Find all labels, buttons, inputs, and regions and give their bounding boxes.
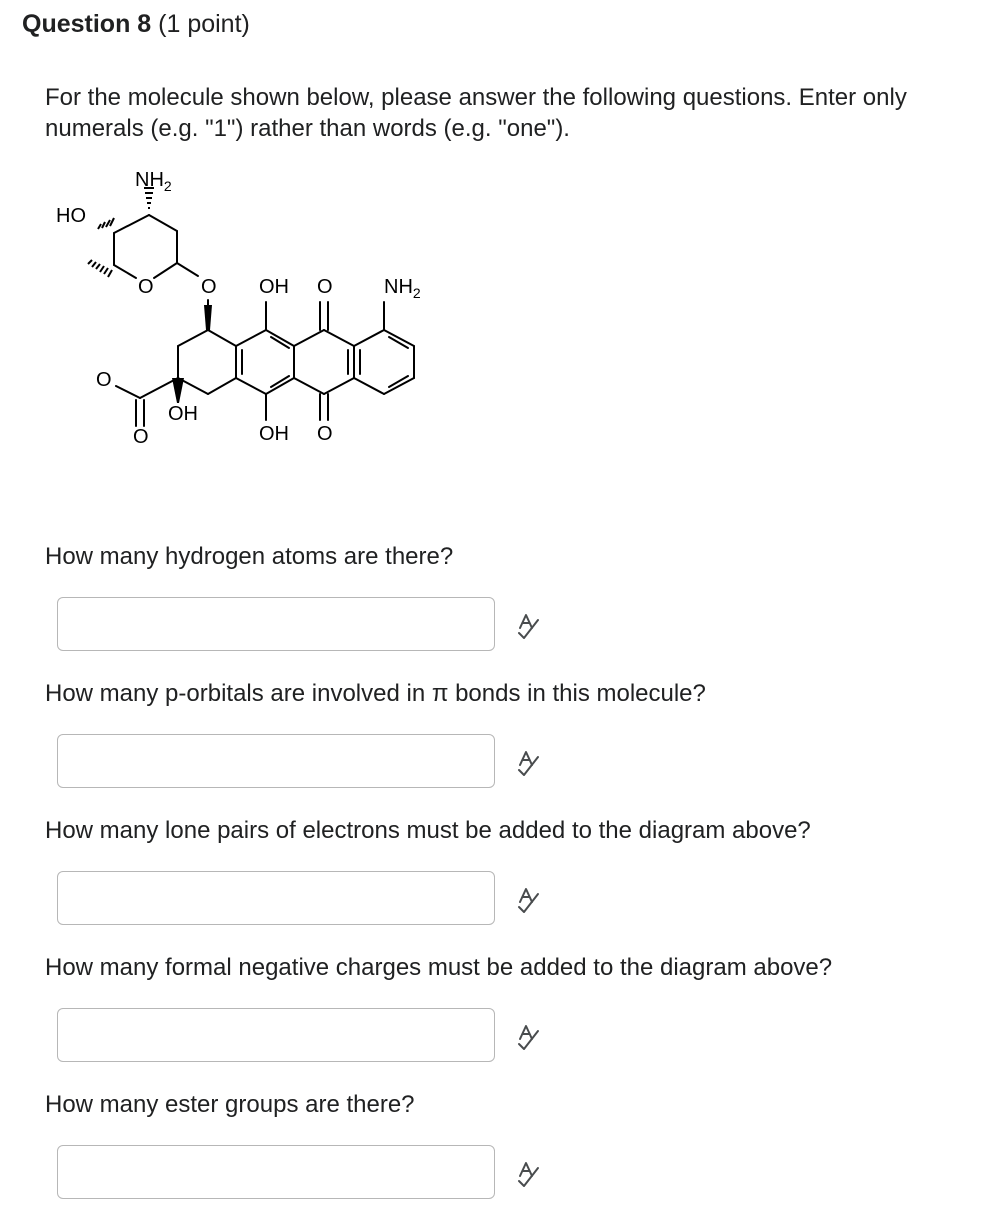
answer-input-lone-pairs[interactable]	[57, 871, 495, 925]
answer-input-hydrogen-atoms[interactable]	[57, 597, 495, 651]
question-title: Question 8	[22, 10, 152, 38]
atom-label-oh-top: OH	[259, 276, 289, 298]
answer-input-negative-charges[interactable]	[57, 1008, 495, 1062]
atom-label-oh-bottom: OH	[259, 423, 289, 445]
spell-check-icon[interactable]	[514, 1023, 544, 1053]
answer-input-ester-groups[interactable]	[57, 1145, 495, 1199]
question-header	[22, 10, 250, 39]
atom-label-nh2-right: $NH_2$	[384, 276, 421, 301]
atom-label-carbonyl-oxygen: O	[133, 426, 149, 448]
atom-label-ester-oxygen: O	[96, 369, 112, 391]
spell-check-icon[interactable]	[514, 886, 544, 916]
atom-label-ring-oxygen: O	[138, 276, 154, 298]
atom-label-oh-ring: OH	[168, 403, 198, 425]
spell-check-icon[interactable]	[514, 749, 544, 779]
atom-label-o-top: O	[317, 276, 333, 298]
spell-check-icon[interactable]	[514, 1160, 544, 1190]
atom-label-link-oxygen: O	[201, 276, 217, 298]
answer-input-p-orbitals[interactable]	[57, 734, 495, 788]
atom-label-o-bottom: O	[317, 423, 333, 445]
question-points: (1 point)	[158, 10, 250, 38]
molecule-structure	[50, 160, 450, 460]
question-prompt-negative-charges: How many formal negative charges must be added to the diagram above?	[45, 954, 833, 981]
spell-check-icon[interactable]	[514, 612, 544, 642]
atom-label-ho: HO	[56, 205, 86, 227]
question-instructions: For the molecule shown below, please answer the following questions. Enter only numerals (e.g. "1") rather than words (e.g. "one").	[45, 84, 907, 142]
atom-label-nh2: $NH_2$	[135, 169, 172, 194]
question-prompt-ester-groups: How many ester groups are there?	[45, 1091, 415, 1118]
question-prompt-lone-pairs: How many lone pairs of electrons must be added to the diagram above?	[45, 817, 811, 844]
question-prompt-p-orbitals: How many p-orbitals are involved in π bonds in this molecule?	[45, 680, 706, 707]
question-prompt-hydrogen-atoms: How many hydrogen atoms are there?	[45, 543, 454, 570]
